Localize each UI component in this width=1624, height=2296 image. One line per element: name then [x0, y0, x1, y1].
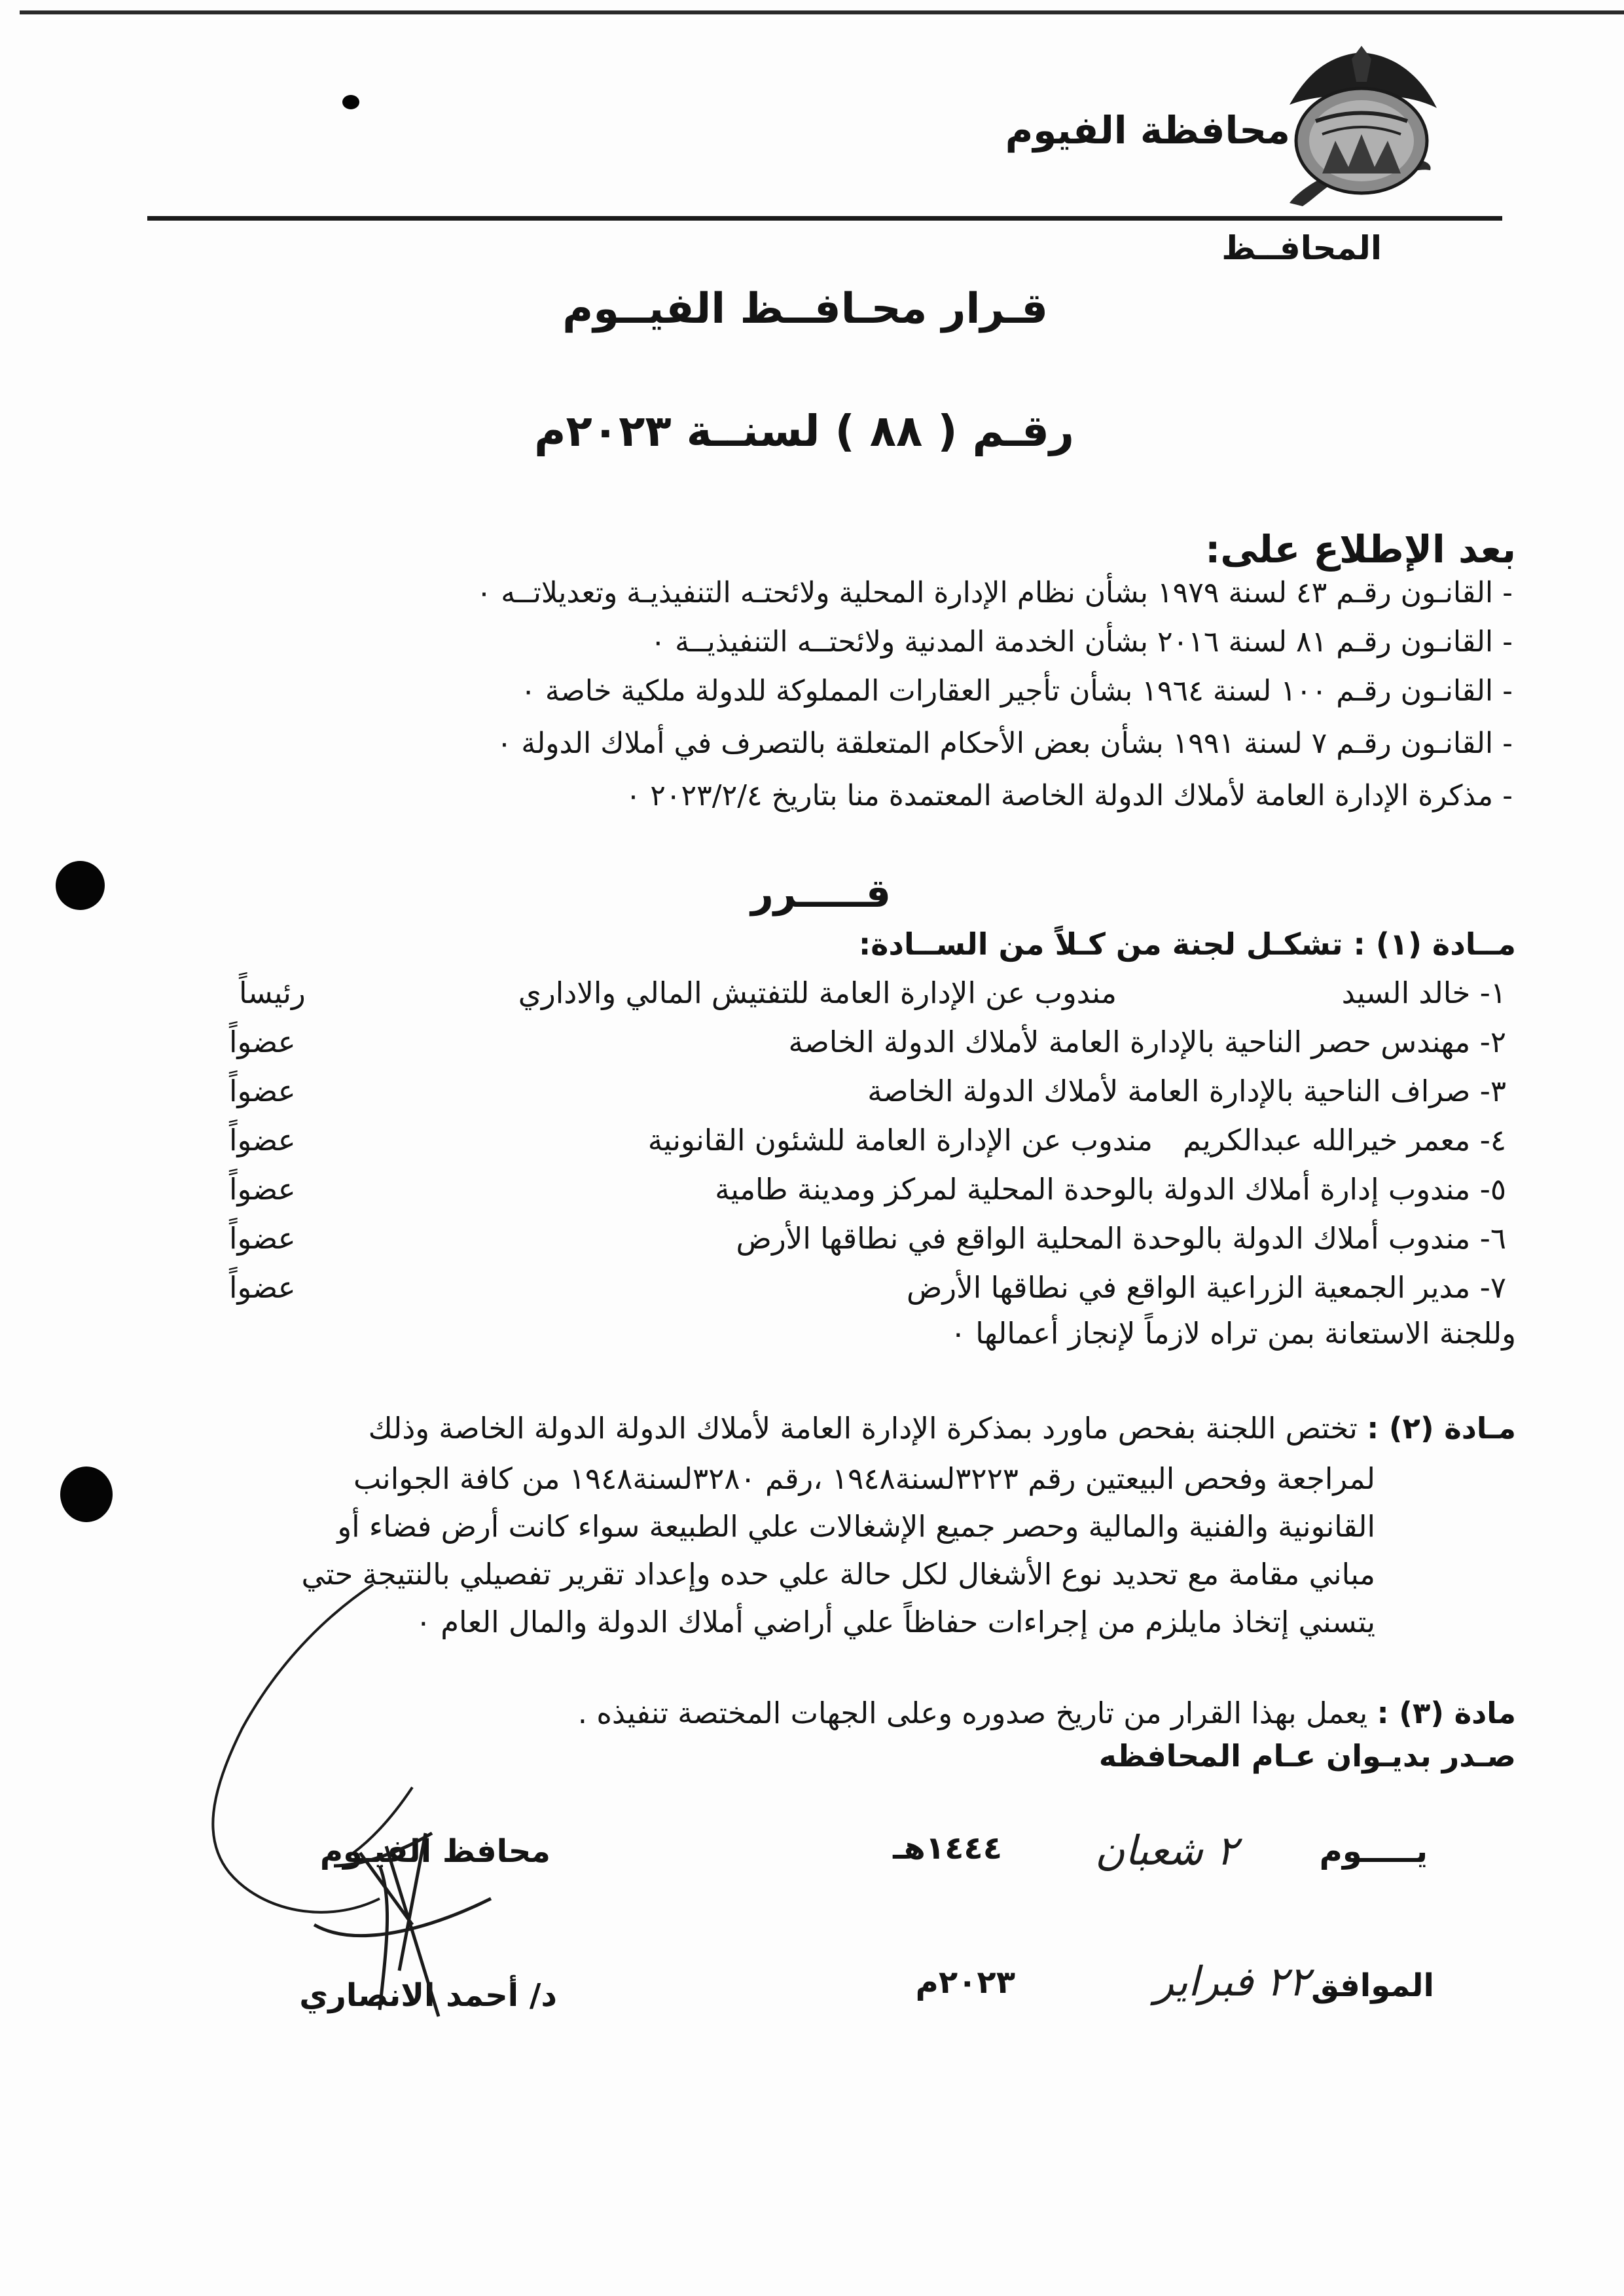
article-2-first-line: [369, 1411, 1516, 1446]
article-3-label: مادة (٣) :: [1377, 1696, 1516, 1730]
member-name: ٤- معمر خيرالله عبدالكريم: [1183, 1123, 1506, 1157]
signatory-title: محافظ الفيـوم: [319, 1833, 550, 1870]
office-title: المحافــظ: [1221, 229, 1382, 267]
member-name: ٣- صراف الناحية بالإدارة العامة لأملاك الدولة الخاصة: [867, 1074, 1506, 1108]
decided-heading: قـــــرر: [751, 871, 891, 917]
corresponding-label: الموافق: [1311, 1967, 1434, 2004]
preamble-heading: بعد الإطلاع على:: [1205, 527, 1516, 572]
member-name: ٢- مهندس حصر الناحية بالإدارة العامة لأملاك الدولة الخاصة: [788, 1025, 1506, 1059]
article-2-line: لمراجعة وفحص البيعتين رقم ٣٢٢٣لسنة١٩٤٨ ،رقم ٣٢٨٠لسنة١٩٤٨ من كافة الجوانب: [353, 1461, 1375, 1496]
member-role: عضواً: [229, 1221, 296, 1256]
article-1-heading: مــادة (١) : تشكـل لجنة من كـلاً من الســادة:: [858, 926, 1516, 962]
member-role: رئيساً: [239, 975, 306, 1010]
article-1-closing: وللجنة الاستعانة بمن تراه لازماً لإنجاز أعمالها ٠: [950, 1316, 1516, 1351]
gregorian-year: ٢٠٢٣م: [915, 1964, 1015, 2001]
reference-line: - القانـون رقـم ٨١ لسنة ٢٠١٦ بشأن الخدمة المدنية ولائحتــه التنفيذيــة ٠: [650, 625, 1513, 659]
member-role: عضواً: [229, 1025, 296, 1059]
article-2-text: تختص اللجنة بفحص ماورد بمذكرة الإدارة العامة لأملاك الدولة الدولة الخاصة وذلك: [368, 1411, 1358, 1446]
day-label: يـــــوم: [1319, 1833, 1428, 1870]
reference-line: - القانـون رقـم ٤٣ لسنة ١٩٧٩ بشأن نظام الإدارة المحلية ولائحتـه التنفيذيـة وتعديلاتــه ٠: [476, 576, 1513, 610]
member-role: عضواً: [229, 1123, 296, 1157]
member-name: ٥- مندوب إدارة أملاك الدولة بالوحدة المحلية لمركز ومدينة طامية: [715, 1172, 1506, 1207]
decree-number: رقـم ( ٨٨ ) لسنــة ٢٠٢٣م: [534, 406, 1074, 456]
reference-line: - القانـون رقـم ١٠٠ لسنة ١٩٦٤ بشأن تأجير العقارات المملوكة للدولة ملكية خاصة ٠: [520, 674, 1513, 708]
member-detail: مندوب عن الإدارة العامة للتفتيش المالي والاداري: [518, 975, 1117, 1010]
article-2-line: يتسني إتخاذ مايلزم من إجراءات حفاظاً علي أراضي أملاك الدولة والمال العام ٠: [415, 1605, 1375, 1639]
signatory-name: د/ أحمد الانصاري: [299, 1977, 557, 2014]
member-role: عضواً: [229, 1074, 296, 1108]
article-3-text: يعمل بهذا القرار من تاريخ صدوره وعلى الجهات المختصة تنفيذه .: [577, 1696, 1368, 1730]
header-divider: [147, 216, 1502, 221]
top-border-line: [20, 10, 1624, 14]
member-detail: مندوب عن الإدارة العامة للشئون القانونية: [647, 1123, 1153, 1157]
member-name: ١- خالد السيد: [1341, 975, 1506, 1010]
handwritten-gregorian-date: ٢٢ فبراير: [1154, 1958, 1310, 2005]
member-role: عضواً: [229, 1172, 296, 1207]
governorate-logo: [1283, 43, 1440, 210]
issued-at: صـدر بديـوان عـام المحافظه: [1098, 1738, 1516, 1774]
article-2-line: مباني مقامة مع تحديد نوع الأشغال لكل حالة علي حده وإعداد تقرير تفصيلي بالنتيجة حتي: [301, 1557, 1375, 1592]
hijri-year: ١٤٤٤هـ: [893, 1830, 1002, 1867]
governorate-name: محافظة الفيوم: [1005, 108, 1290, 153]
member-name: ٧- مدير الجمعية الزراعية الواقع في نطاقها الأرض: [907, 1270, 1506, 1305]
handwritten-hijri-date: ٢ شعبان: [1094, 1827, 1238, 1874]
punch-hole: [56, 861, 105, 910]
punch-hole: [60, 1467, 113, 1522]
reference-line: - القانـون رقـم ٧ لسنة ١٩٩١ بشأن بعض الأحكام المتعلقة بالتصرف في أملاك الدولة ٠: [496, 727, 1513, 760]
member-name: ٦- مندوب أملاك الدولة بالوحدة المحلية الواقع في نطاقها الأرض: [736, 1221, 1506, 1256]
decree-title: قـرار محـافــظ الفيــوم: [562, 285, 1048, 333]
member-role: عضواً: [229, 1270, 296, 1305]
article-3: [578, 1696, 1516, 1730]
article-2-line: القانونية والفنية والمالية وحصر جميع الإشغالات علي الطبيعة سواء كانت أرض فضاء أو: [337, 1509, 1375, 1544]
article-2-label: مـادة (٢) :: [1367, 1411, 1516, 1446]
ink-speck: [342, 95, 359, 109]
reference-line: - مذكرة الإدارة العامة لأملاك الدولة الخاصة المعتمدة منا بتاريخ ٢٠٢٣/٢/٤ ٠: [625, 779, 1513, 812]
